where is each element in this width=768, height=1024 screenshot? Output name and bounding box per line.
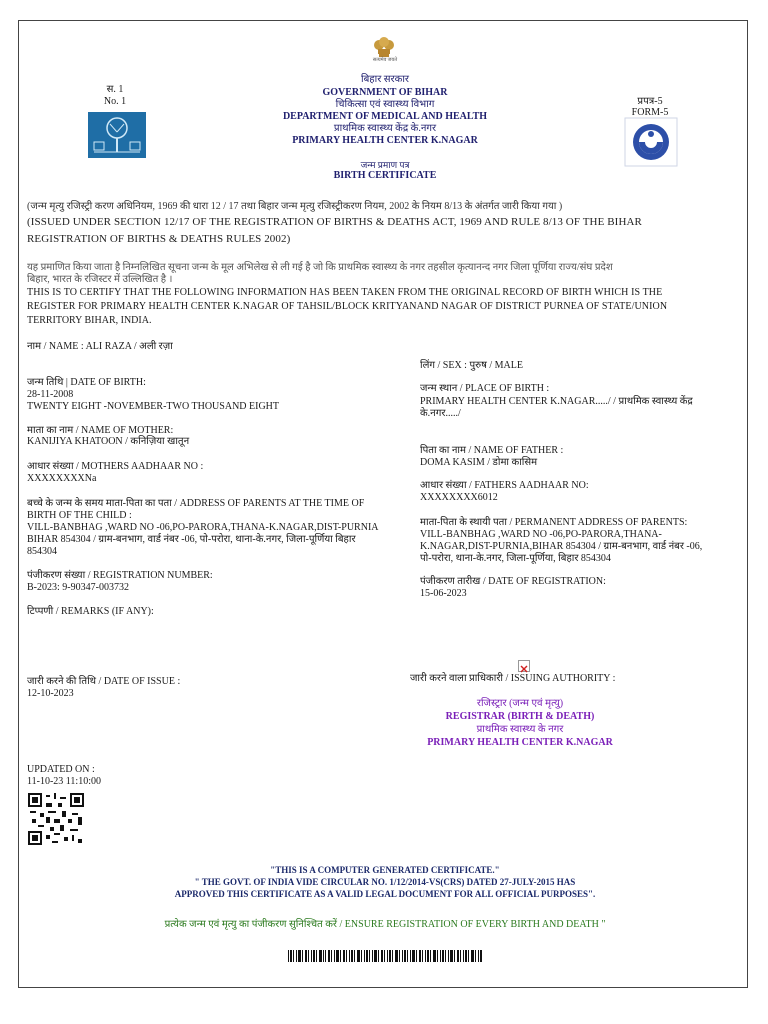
- father-aadhaar-value: XXXXXXXX6012: [420, 492, 498, 503]
- address-at-birth-label1: बच्चे के जन्म के समय माता-पिता का पता / ADDRESS OF PARENTS AT THE TIME OF: [27, 498, 365, 509]
- issued-under-line2: REGISTRATION OF BIRTHS & DEATHS RULES 2002): [27, 233, 291, 245]
- mother-aadhaar-value: XXXXXXXXNa: [27, 473, 97, 484]
- ensure-registration: प्रत्येक जन्म एवं मृत्यु का पंजीकरण सुनिश्चित करें / ENSURE REGISTRATION OF EVERY BIRTH AND DEATH ": [164, 919, 606, 930]
- emblem-motto: सत्यमेव जयते: [372, 58, 398, 63]
- footer-line3: APPROVED THIS CERTIFICATE AS A VALID LEGAL DOCUMENT FOR ALL OFFICIAL PURPOSES".: [174, 889, 596, 899]
- permanent-address-value2: K.NAGAR,DIST-PURNIA,BIHAR 854304 / ग्राम-बनभाग, वार्ड नंबर -06,: [420, 541, 703, 552]
- registrar-title: REGISTRAR (BIRTH & DEATH): [445, 711, 595, 722]
- address-at-birth-value1: VILL-BANBHAG ,WARD NO -06,PO-PARORA,THANA-K.NAGAR,DIST-PURNIA: [27, 522, 379, 533]
- dob-words: TWENTY EIGHT -NOVEMBER-TWO THOUSAND EIGHT: [27, 401, 279, 412]
- issuing-authority-label: जारी करने वाला प्राधिकारी / ISSUING AUTHORITY :: [410, 673, 616, 684]
- header-hindi-title: जन्म प्रमाण पत्र: [360, 160, 410, 170]
- header-hindi-department: चिकित्सा एवं स्वास्थ्य विभाग: [335, 99, 435, 110]
- address-at-birth-label2: BIRTH OF THE CHILD :: [27, 510, 132, 521]
- serial-number: No. 1: [103, 96, 127, 107]
- registrar-center: PRIMARY HEALTH CENTER K.NAGAR: [427, 737, 613, 748]
- header-state: GOVERNMENT OF BIHAR: [322, 87, 448, 98]
- serial-hindi: स. 1: [106, 84, 124, 95]
- header-center: PRIMARY HEALTH CENTER K.NAGAR: [292, 135, 478, 146]
- mother-name-label: माता का नाम / NAME OF MOTHER:: [27, 425, 174, 436]
- form-hindi: प्रपत्र-5: [637, 96, 663, 107]
- certify-hindi-line1: यह प्रमाणित किया जाता है निम्नलिखित सूचना जन्म के मूल अभिलेख से ली गई है जो कि प्राथमिक स्वास्थ्य के नगर तहसील कृत्यानन्द नगर जिला पूर्णिया राज्य/संघ प्रदेश: [27, 262, 613, 273]
- registrar-center-hindi: प्राथमिक स्वास्थ्य के नगर: [476, 724, 564, 735]
- date-of-issue-label: जारी करने की तिथि / DATE OF ISSUE :: [27, 676, 181, 687]
- dob-value: 28-11-2008: [27, 389, 74, 400]
- mother-aadhaar-label: आधार संख्या / MOTHERS AADHAAR NO :: [27, 461, 204, 472]
- certify-hindi-line2: बिहार, भारत के रजिस्टर में उल्लिखित है ।: [27, 274, 173, 285]
- header-hindi-state: बिहार सरकार: [361, 74, 409, 85]
- footer-line2: " THE GOVT. OF INDIA VIDE CIRCULAR NO. 1/12/2014-VS(CRS) DATED 27-JULY-2015 HAS: [194, 877, 576, 887]
- father-name-label: पिता का नाम / NAME OF FATHER :: [420, 445, 564, 456]
- address-at-birth-value3: 854304: [27, 546, 57, 557]
- child-name: नाम / NAME : ALI RAZA / अली रज़ा: [27, 341, 173, 352]
- crs-logo-icon: [624, 117, 678, 167]
- page-title: BIRTH CERTIFICATE: [333, 170, 437, 181]
- father-name-value: DOMA KASIM / डोमा कासिम: [420, 457, 538, 468]
- permanent-address-value1: VILL-BANBHAG ,WARD NO -06,PO-PARORA,THANA-: [420, 529, 662, 540]
- qr-code-icon: [28, 793, 84, 845]
- certify-line2: REGISTER FOR PRIMARY HEALTH CENTER K.NAGAR OF TAHSIL/BLOCK KRITYANAND NAGAR OF DISTRICT PURNEA OF STATE/UNION: [27, 301, 668, 312]
- updated-on-label: UPDATED ON :: [27, 764, 95, 775]
- certify-line3: TERRITORY BIHAR, INDIA.: [27, 315, 152, 326]
- address-at-birth-value2: BIHAR 854304 / ग्राम-बनभाग, वार्ड नंबर -06, पो-परोरा, थाना-के.नगर, जिला-पूर्णिया बिहार: [27, 534, 356, 545]
- remarks-label: टिप्पणी / REMARKS (IF ANY):: [27, 606, 154, 617]
- registrar-hindi: रजिस्ट्रार (जन्म एवं मृत्यु): [476, 698, 564, 709]
- header-hindi-center: प्राथमिक स्वास्थ्य केंद्र के.नगर: [333, 123, 437, 134]
- certify-line1: THIS IS TO CERTIFY THAT THE FOLLOWING INFORMATION HAS BEEN TAKEN FROM THE ORIGINAL RECORD OF BIRTH WHICH IS THE: [27, 287, 663, 298]
- place-of-birth-label: जन्म स्थान / PLACE OF BIRTH :: [420, 383, 550, 394]
- date-of-registration-label: पंजीकरण तारीख / DATE OF REGISTRATION:: [420, 576, 606, 587]
- signature-image: [518, 660, 530, 672]
- date-of-registration-value: 15-06-2023: [420, 588, 467, 599]
- permanent-address-label: माता-पिता के स्थायी पता / PERMANENT ADDRESS OF PARENTS:: [420, 517, 688, 528]
- bihar-logo: [88, 112, 146, 158]
- registration-number-value: B-2023: 9-90347-003732: [27, 582, 129, 593]
- dob-label: जन्म तिथि | DATE OF BIRTH:: [27, 377, 146, 388]
- issued-under-line1: (ISSUED UNDER SECTION 12/17 OF THE REGISTRATION OF BIRTHS & DEATHS ACT, 1969 AND RULE 8/13 OF THE BIHAR: [27, 216, 642, 228]
- form-number: FORM-5: [631, 107, 669, 118]
- footer-line1: "THIS IS A COMPUTER GENERATED CERTIFICATE.": [270, 865, 500, 875]
- header-department: DEPARTMENT OF MEDICAL AND HEALTH: [282, 111, 488, 122]
- place-of-birth-value1: PRIMARY HEALTH CENTER K.NAGAR...../ / प्राथमिक स्वास्थ्य केंद्र: [420, 396, 693, 407]
- permanent-address-value3: पो-परोरा, थाना-के.नगर, जिला-पूर्णिया, बिहार 854304: [420, 553, 611, 564]
- sex-value: लिंग / SEX : पुरुष / MALE: [420, 360, 523, 371]
- barcode-icon: [288, 950, 482, 962]
- place-of-birth-value2: के.नगर...../: [420, 408, 461, 419]
- mother-name-value: KANIJIYA KHATOON / कनिज़िया खातून: [27, 436, 190, 447]
- issued-under-hindi: (जन्म मृत्यु रजिस्ट्री करण अधिनियम, 1969 की धारा 12 / 17 तथा बिहार जन्म मृत्यु रजिस्ट्रीकरण नियम, 2002 के नियम 8/13 के अंतर्गत जारी किया गया ): [27, 201, 563, 212]
- father-aadhaar-label: आधार संख्या / FATHERS AADHAAR NO:: [420, 480, 589, 491]
- date-of-issue-value: 12-10-2023: [27, 688, 74, 699]
- tree-icon: [88, 112, 146, 158]
- registration-number-label: पंजीकरण संख्या / REGISTRATION NUMBER:: [27, 570, 213, 581]
- updated-on-value: 11-10-23 11:10:00: [27, 776, 101, 787]
